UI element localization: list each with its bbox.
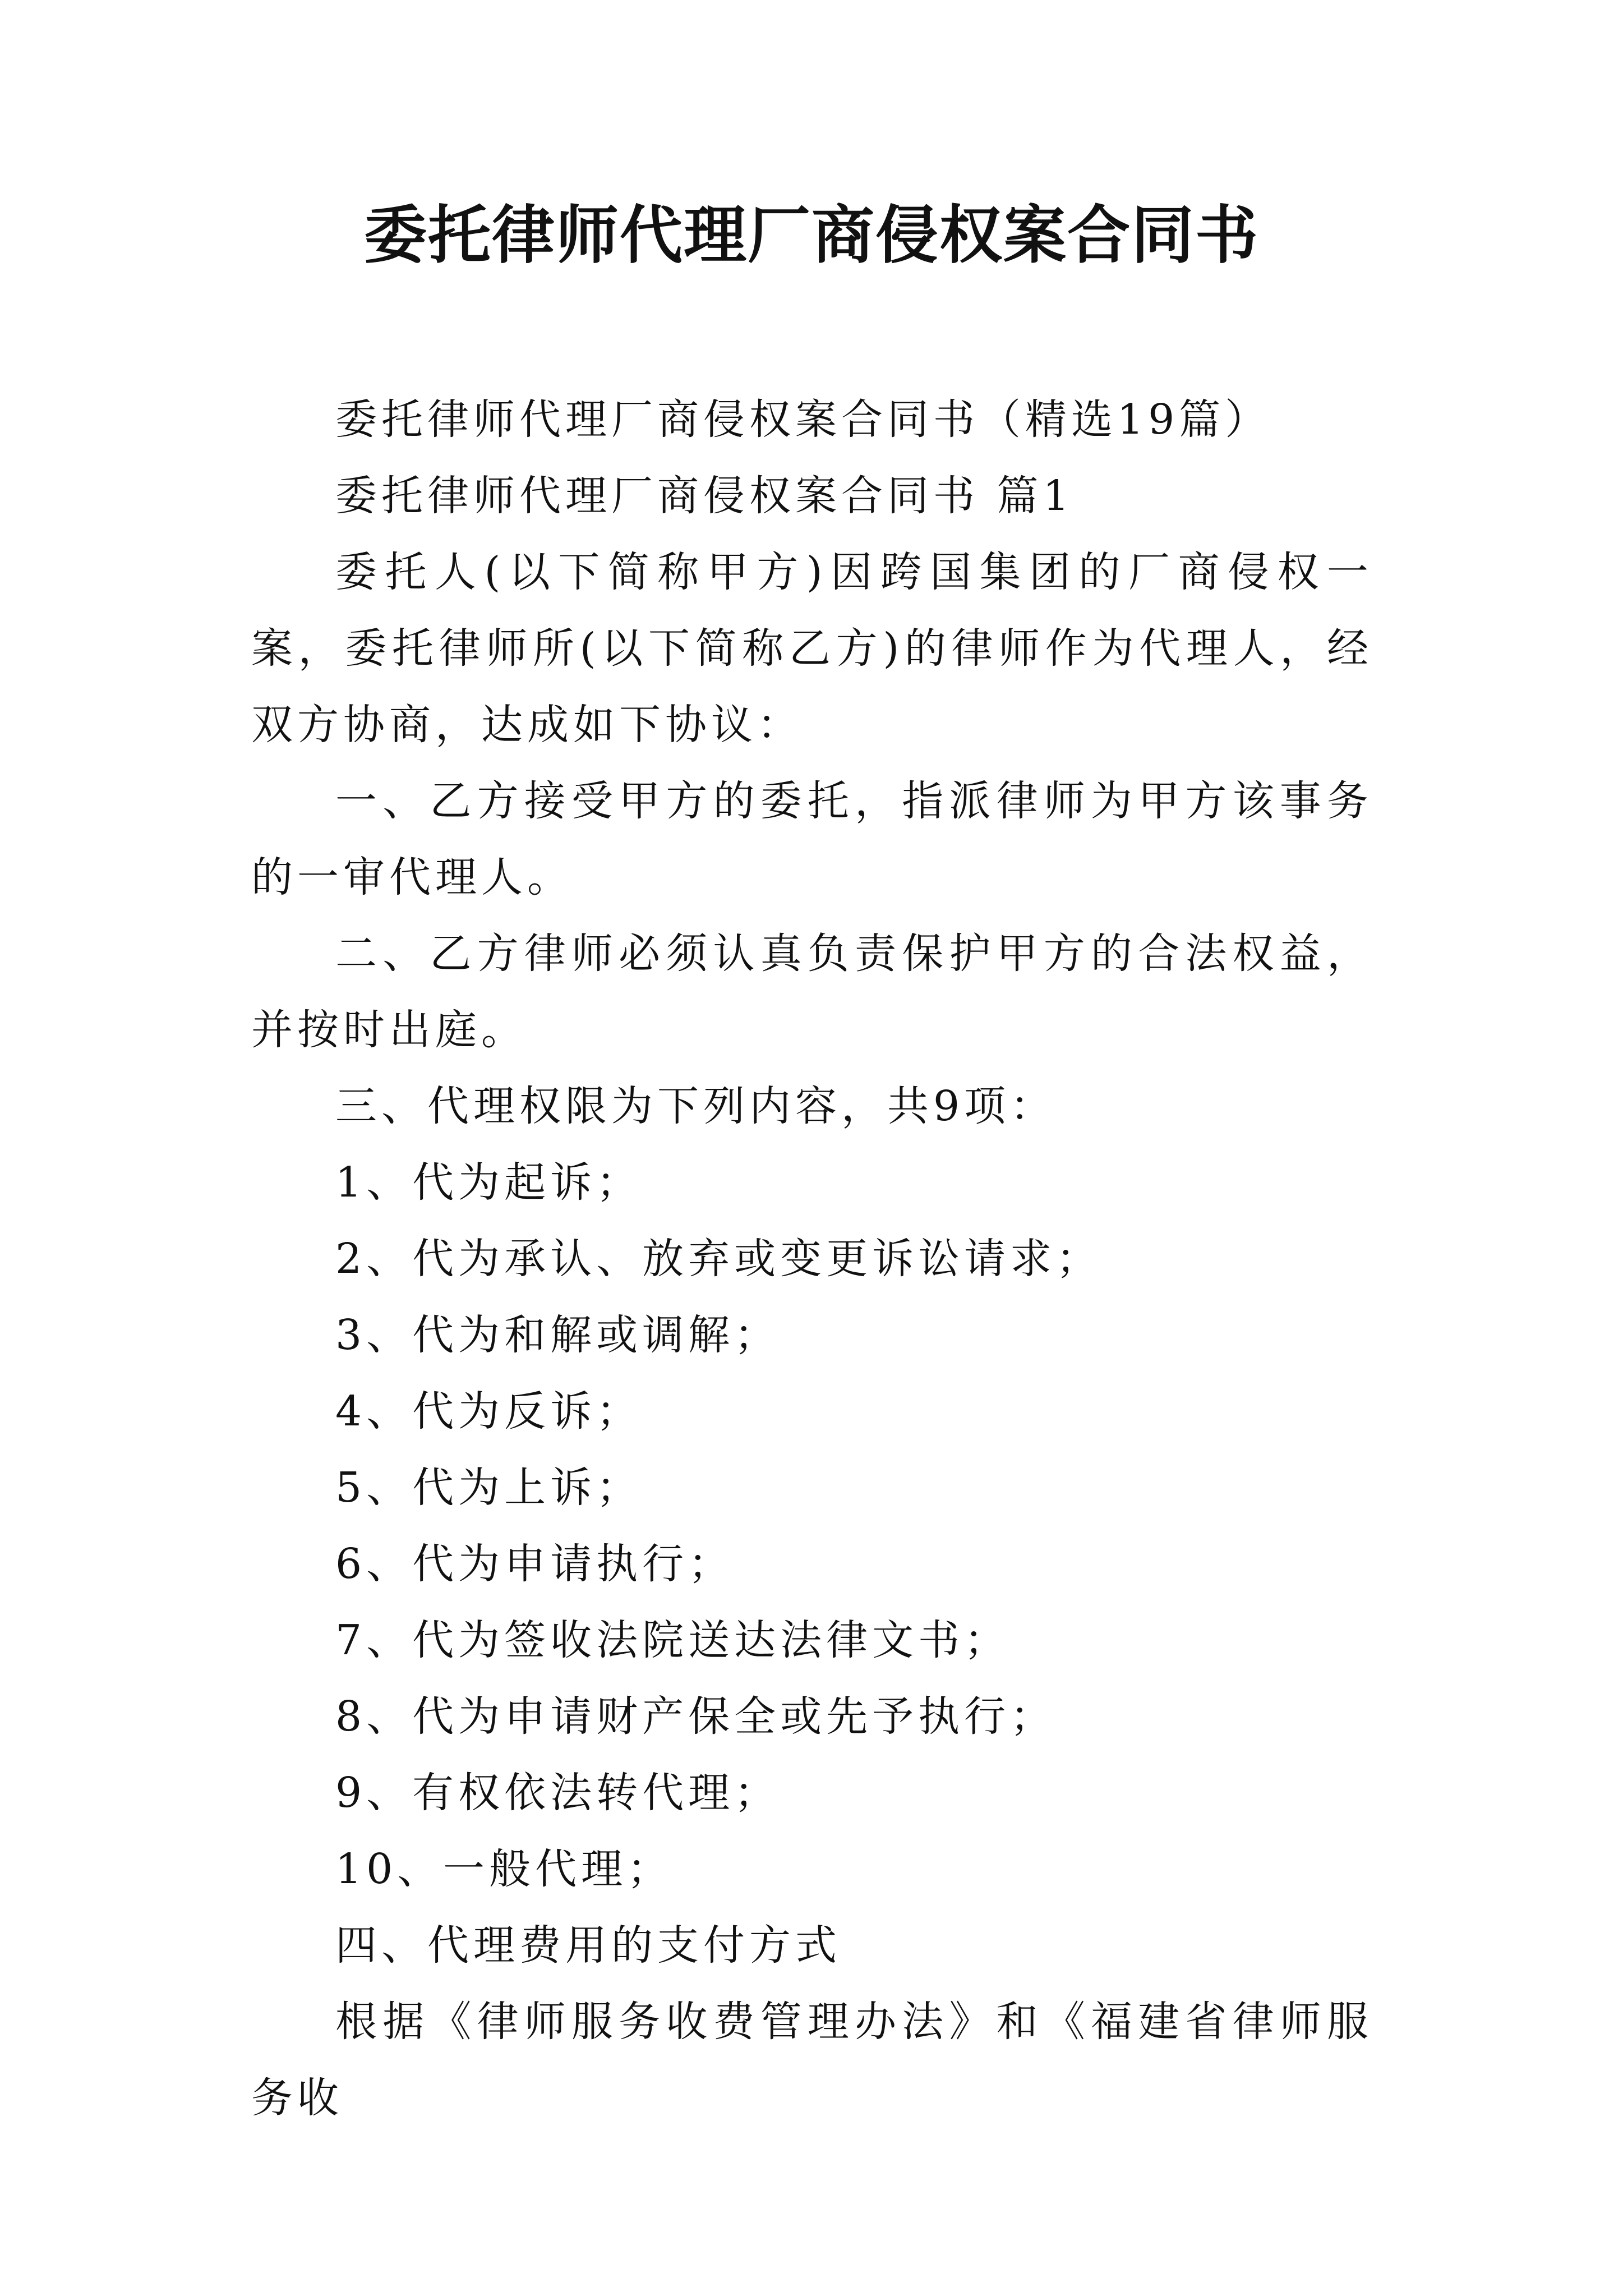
authority-item-1: 1、代为起诉；: [335, 1158, 643, 1207]
clause-3: 三、代理权限为下列内容，共9项：: [335, 1082, 1057, 1130]
fee-basis-text: 根据《律师服务收费管理办法》和《福建省律师服务收: [251, 1998, 1373, 2122]
clause-1: 一、乙方接受甲方的委托，指派律师为甲方该事务的一审代理人。: [251, 777, 1373, 901]
document-body: [251, 381, 1373, 2136]
authority-item-9: 9、有权依法转代理；: [335, 1769, 781, 1817]
paragraph-collection-heading: 委托律师代理厂商侵权案合同书（精选19篇）: [335, 395, 1271, 444]
authority-item-5: 5、代为上诉；: [335, 1464, 643, 1512]
authority-item-10: 10、一般代理；: [335, 1845, 674, 1893]
clause-2: 二、乙方律师必须认真负责保护甲方的合法权益，并按时出庭。: [251, 930, 1373, 1054]
authority-item-3: 3、代为和解或调解；: [335, 1311, 781, 1359]
document-title: 委托律师代理厂商侵权案合同书: [364, 199, 1259, 272]
authority-item-2: 2、代为承认、放弃或变更诉讼请求；: [335, 1235, 1103, 1283]
paragraph-section-heading: 委托律师代理厂商侵权案合同书 篇1: [335, 472, 1074, 520]
clause-4: 四、代理费用的支付方式: [335, 1921, 841, 1970]
authority-item-7: 7、代为签收法院送达法律文书；: [335, 1616, 1011, 1664]
authority-item-8: 8、代为申请财产保全或先予执行；: [335, 1692, 1057, 1741]
authority-item-6: 6、代为申请执行；: [335, 1540, 735, 1588]
authority-item-4: 4、代为反诉；: [335, 1387, 643, 1435]
paragraph-intro: 委托人(以下简称甲方)因跨国集团的厂商侵权一案，委托律师所(以下简称乙方)的律师作为代理人，经双方协商，达成如下协议：: [251, 548, 1373, 749]
